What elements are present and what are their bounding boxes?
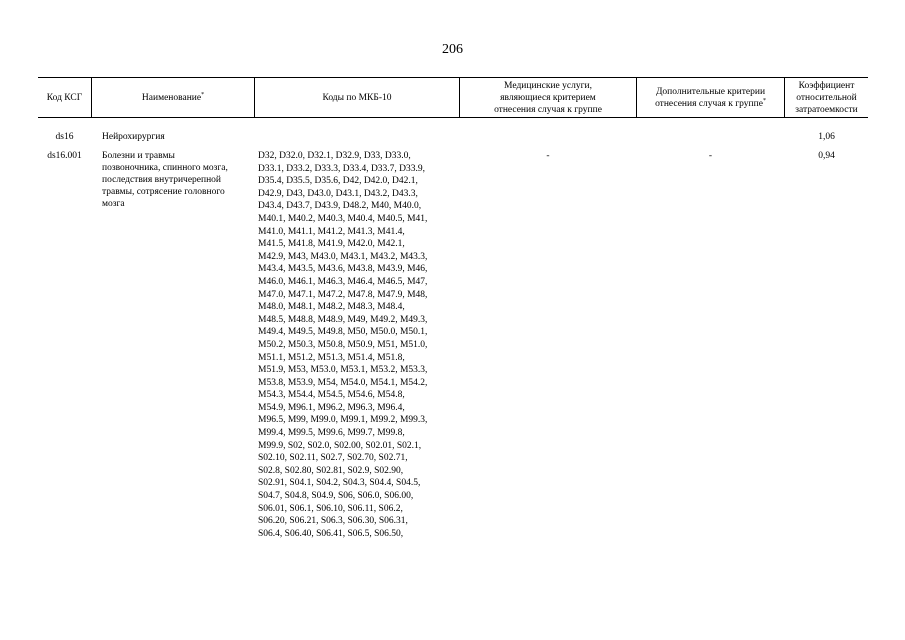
icd-codes-line: M54.3, M54.4, M54.5, M54.6, M54.8, — [258, 390, 405, 401]
icd-codes-line: S06.20, S06.21, S06.3, S06.30, S06.31, — [258, 516, 408, 527]
column-header-services — [460, 78, 636, 117]
column-header-services-line: Медицинские услуги, — [504, 80, 592, 91]
footnote-mark: * — [762, 97, 766, 104]
column-header-services-line: отнесения случая к группе — [494, 104, 602, 115]
row-code: ds16 — [55, 132, 74, 142]
icd-codes-line: M48.0, M48.1, M48.2, M48.3, M48.4, — [258, 302, 405, 313]
row-criteria: - — [708, 151, 713, 161]
column-header-coefficient-line: затратоемкости — [795, 104, 858, 115]
row-name — [102, 150, 228, 210]
row-name-line: травмы, сотрясение головного — [102, 187, 225, 197]
icd-codes-line: D33.1, D33.2, D33.3, D33.4, D33.7, D33.9, — [258, 163, 426, 174]
icd-codes-line: M46.0, M46.1, M46.3, M46.4, M46.5, M47, — [258, 276, 428, 287]
column-header-coefficient-line: Коэффициент — [798, 80, 855, 91]
icd-codes-line: D43.4, D43.7, D43.9, D48.2, M40, M40.0, — [258, 201, 422, 212]
icd-codes-line: M41.5, M41.8, M41.9, M42.0, M42.1, — [258, 239, 405, 250]
row-name-line: Болезни и травмы — [102, 151, 175, 161]
icd-codes-line: M51.1, M51.2, M51.3, M51.4, M51.8, — [258, 352, 405, 363]
row-icd-codes — [258, 150, 427, 540]
icd-codes-line: M47.0, M47.1, M47.2, M47.8, M47.9, M48, — [258, 289, 428, 300]
column-header-coefficient-line: относительной — [796, 92, 857, 103]
column-header-code — [38, 78, 91, 117]
row-coefficient: 0,94 — [818, 151, 835, 161]
icd-codes-line: M49.4, M49.5, M49.8, M50, M50.0, M50.1, — [258, 327, 428, 338]
row-name-line: мозга — [102, 199, 125, 209]
column-header-criteria — [637, 78, 784, 117]
icd-codes-line: M41.0, M41.1, M41.2, M41.3, M41.4, — [258, 226, 405, 237]
column-header-name-text: Наименование — [141, 92, 202, 103]
row-name-line: позвоночника, спинного мозга, — [102, 163, 228, 173]
icd-codes-line: M53.8, M53.9, M54, M54.0, M54.1, M54.2, — [258, 377, 428, 388]
row-name — [102, 131, 165, 143]
icd-codes-line: M99.9, S02, S02.0, S02.00, S02.01, S02.1, — [258, 440, 422, 451]
column-header-icd — [255, 78, 459, 117]
page-number: 206 — [442, 42, 463, 57]
icd-codes-line: M51.9, M53, M53.0, M53.1, M53.2, M53.3, — [258, 365, 428, 376]
icd-codes-line: S02.10, S02.11, S02.7, S02.70, S02.71, — [258, 453, 408, 464]
row-name-line: Нейрохирургия — [102, 132, 165, 142]
icd-codes-line: M40.1, M40.2, M40.3, M40.4, M40.5, M41, — [258, 213, 428, 224]
column-header-criteria-line: Дополнительные критерии — [655, 86, 766, 97]
icd-codes-line: D35.4, D35.5, D35.6, D42, D42.0, D42.1, — [258, 176, 418, 187]
icd-codes-line: M48.5, M48.8, M48.9, M49, M49.2, M49.3, — [258, 314, 428, 325]
icd-codes-line: D32, D32.0, D32.1, D32.9, D33, D33.0, — [258, 151, 411, 161]
row-services: - — [546, 151, 550, 161]
column-header-criteria-line: отнесения случая к группе — [655, 98, 763, 109]
icd-codes-line: M54.9, M96.1, M96.2, M96.3, M96.4, — [258, 402, 405, 413]
icd-codes-line: D42.9, D43, D43.0, D43.1, D43.2, D43.3, — [258, 188, 418, 199]
table-header-bottom-rule — [38, 117, 868, 118]
icd-codes-line: M50.2, M50.3, M50.8, M50.9, M51, M51.0, — [258, 339, 428, 350]
icd-codes-line: S04.7, S04.8, S04.9, S06, S06.0, S06.00, — [258, 491, 414, 502]
icd-codes-line: M96.5, M99, M99.0, M99.1, M99.2, M99.3, — [258, 415, 428, 426]
icd-codes-line: S02.8, S02.80, S02.81, S02.9, S02.90, — [258, 465, 404, 476]
icd-codes-line: S06.01, S06.1, S06.10, S06.11, S06.2, — [258, 503, 403, 514]
column-header-name — [92, 78, 254, 117]
row-code: ds16.001 — [47, 151, 82, 161]
footnote-mark: * — [201, 91, 205, 98]
icd-codes-line: S02.91, S04.1, S04.2, S04.3, S04.4, S04.5, — [258, 478, 421, 489]
row-name-line: последствия внутричерепной — [102, 175, 222, 185]
row-coefficient: 1,06 — [818, 132, 835, 142]
column-header-services-line: являющиеся критерием — [500, 92, 596, 103]
column-header-icd-text: Коды по МКБ-10 — [322, 92, 392, 103]
icd-codes-line: S06.4, S06.40, S06.41, S06.5, S06.50, — [258, 528, 404, 539]
column-header-code-text: Код КСГ — [46, 92, 83, 103]
icd-codes-line: M42.9, M43, M43.0, M43.1, M43.2, M43.3, — [258, 251, 428, 262]
icd-codes-line: M99.4, M99.5, M99.6, M99.7, M99.8, — [258, 428, 405, 439]
column-header-coefficient — [785, 78, 868, 117]
icd-codes-line: M43.4, M43.5, M43.6, M43.8, M43.9, M46, — [258, 264, 428, 275]
